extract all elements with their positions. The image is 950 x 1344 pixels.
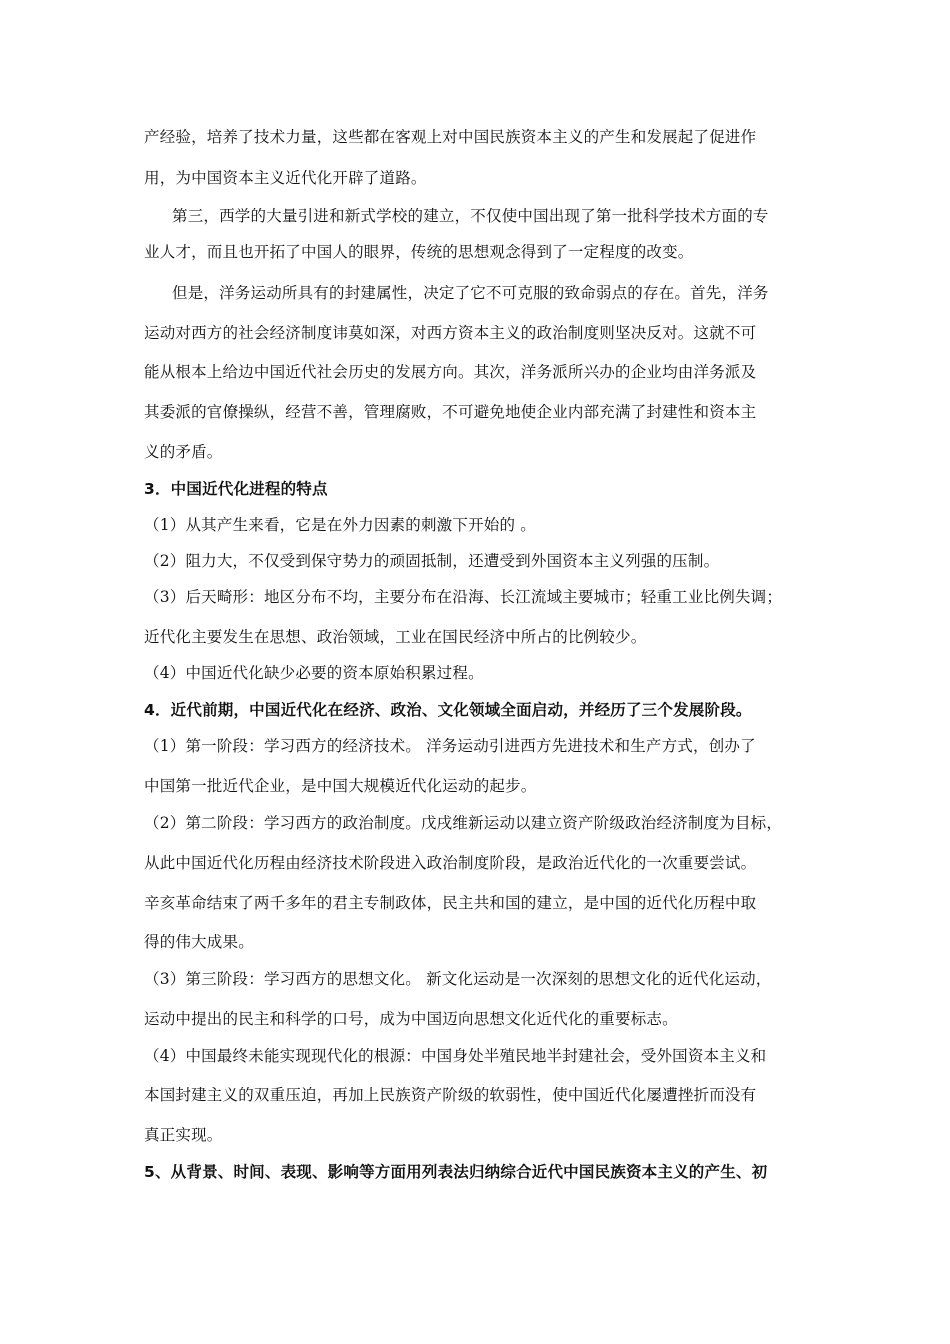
- paragraph-line: 义的矛盾。: [144, 443, 223, 461]
- paragraph-line: 但是，洋务运动所具有的封建属性，决定了它不可克服的致命弱点的存在。首先，洋务: [172, 284, 769, 302]
- paragraph-line: 中国第一批近代企业，是中国大规模近代化运动的起步。: [144, 777, 537, 795]
- section-heading: 3．中国近代化进程的特点: [144, 480, 328, 498]
- list-item: （1）第一阶段：学习西方的经济技术。 洋务运动引进西方先进技术和生产方式，创办了: [144, 737, 756, 755]
- list-item: （4）中国近代化缺少必要的资本原始积累过程。: [144, 664, 484, 682]
- section-heading: 4．近代前期，中国近代化在经济、政治、文化领域全面启动，并经历了三个发展阶段。: [144, 701, 752, 719]
- paragraph-line: 得的伟大成果。: [144, 933, 254, 951]
- list-item: （3）后天畸形：地区分布不均，主要分布在沿海、长江流域主要城市；轻重工业比例失调；: [144, 588, 783, 606]
- paragraph-line: 辛亥革命结束了两千多年的君主专制政体，民主共和国的建立，是中国的近代化历程中取: [144, 894, 757, 912]
- paragraph-line: 从此中国近代化历程由经济技术阶段进入政治制度阶段，是政治近代化的一次重要尝试。: [144, 854, 757, 872]
- list-item: （1）从其产生来看，它是在外力因素的刺激下开始的 。: [144, 516, 536, 534]
- paragraph-line: 近代化主要发生在思想、政治领域，工业在国民经济中所占的比例较少。: [144, 628, 647, 646]
- list-item: （2）第二阶段：学习西方的政治制度。戊戌维新运动以建立资产阶级政治经济制度为目标，: [144, 814, 783, 832]
- paragraph-line: 能从根本上给边中国近代社会历史的发展方向。其次，洋务派所兴办的企业均由洋务派及: [144, 363, 757, 381]
- paragraph-line: 其委派的官僚操纵，经营不善，管理腐败，不可避免地使企业内部充满了封建性和资本主: [144, 403, 757, 421]
- paragraph-line: 真正实现。: [144, 1126, 223, 1144]
- list-item: （2）阻力大，不仅受到保守势力的顽固抵制，还遭受到外国资本主义列强的压制。: [144, 552, 720, 570]
- paragraph-line: 运动中提出的民主和科学的口号，成为中国迈向思想文化近代化的重要标志。: [144, 1010, 678, 1028]
- paragraph-line: 用，为中国资本主义近代化开辟了道路。: [144, 169, 427, 187]
- paragraph-line: 本国封建主义的双重压迫，再加上民族资产阶级的软弱性，使中国近代化屡遭挫折而没有: [144, 1086, 757, 1104]
- section-heading: 5、从背景、时间、表现、影响等方面用列表法归纳综合近代中国民族资本主义的产生、初: [144, 1163, 768, 1181]
- paragraph-line: 运动对西方的社会经济制度讳莫如深，对西方资本主义的政治制度则坚决反对。这就不可: [144, 324, 757, 342]
- paragraph-line: 第三，西学的大量引进和新式学校的建立，不仅使中国出现了第一批科学技术方面的专: [172, 207, 769, 225]
- paragraph-line: 业人才，而且也开拓了中国人的眼界，传统的思想观念得到了一定程度的改变。: [144, 243, 694, 261]
- list-item: （4）中国最终未能实现现代化的根源：中国身处半殖民地半封建社会，受外国资本主义和: [144, 1047, 767, 1065]
- list-item: （3）第三阶段：学习西方的思想文化。 新文化运动是一次深刻的思想文化的近代化运动，: [144, 970, 772, 988]
- paragraph-line: 产经验，培养了技术力量，这些都在客观上对中国民族资本主义的产生和发展起了促进作: [144, 128, 757, 146]
